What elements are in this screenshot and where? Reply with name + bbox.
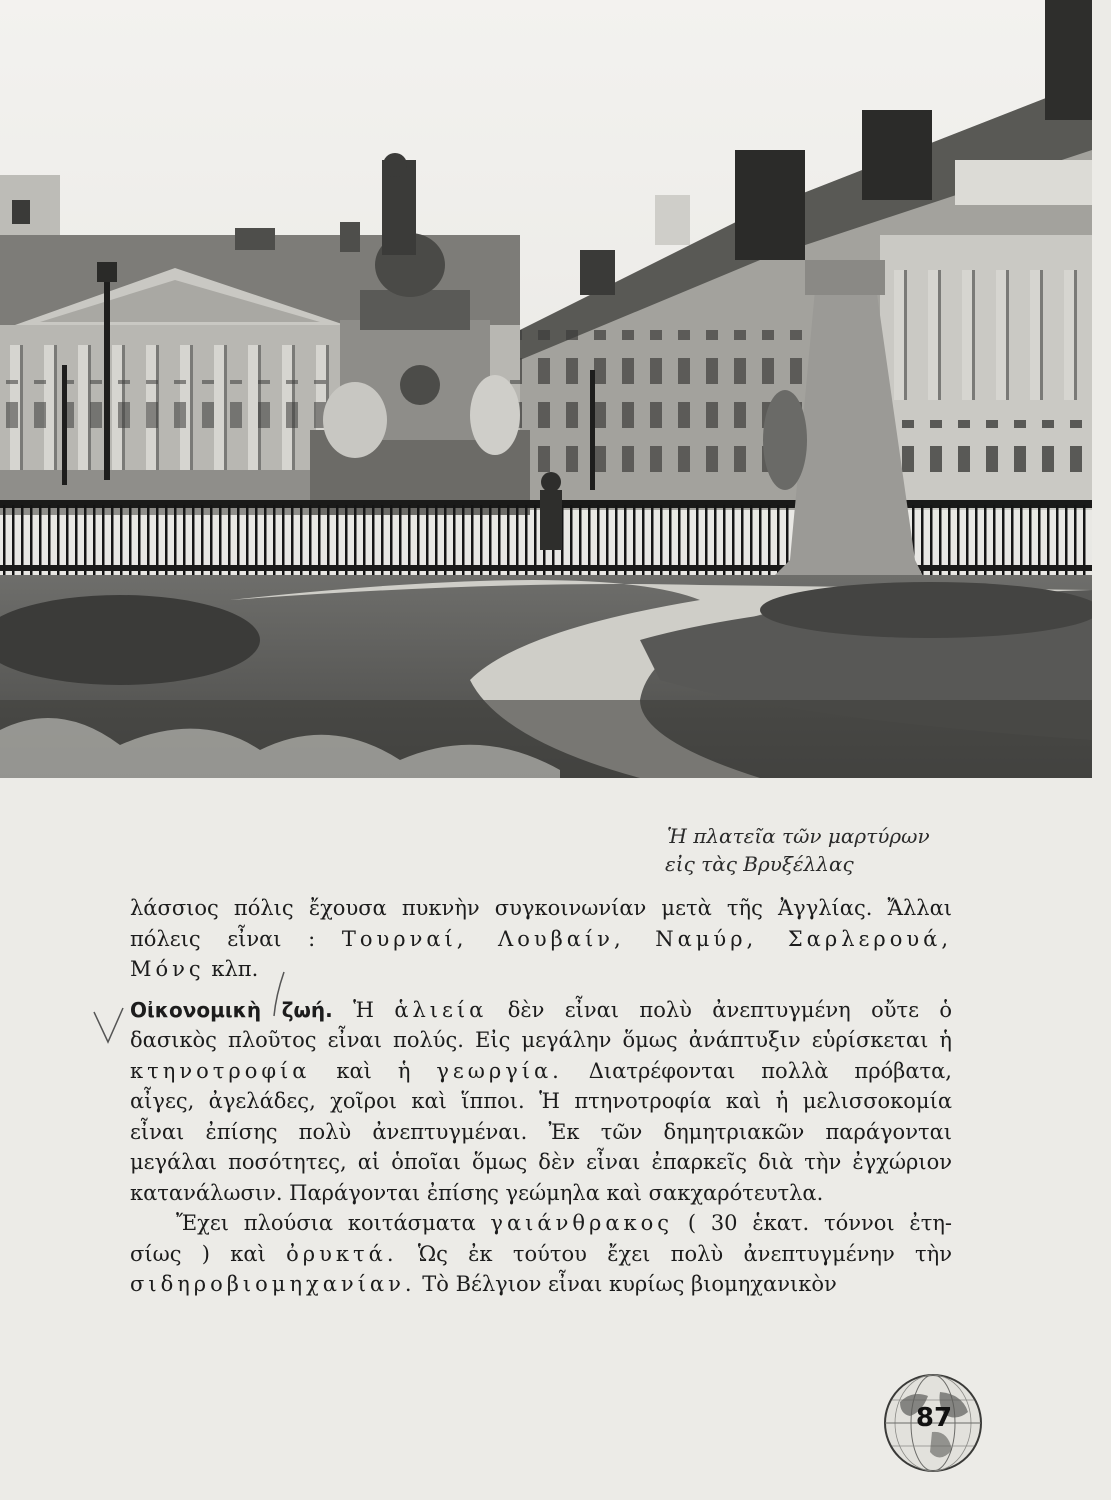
text-line bbox=[130, 893, 952, 924]
text-line bbox=[130, 1208, 952, 1239]
body-text bbox=[130, 893, 952, 1300]
text-segment: δασικὸς πλοῦτος εἶναι πολύς. Εἰς μεγάλην ὅμως ἀνάπτυξιν εὑρίσκεται ἡ bbox=[130, 1028, 952, 1052]
text-segment: Ὡς ἐκ τούτου ἔχει πολὺ ἀνεπτυγμένην τὴν bbox=[397, 1241, 952, 1266]
text-line bbox=[130, 1025, 952, 1056]
text-segment: ( 30 ἑκατ. τόννοι ἐτη- bbox=[673, 1211, 952, 1235]
text-segment: Μόνς bbox=[130, 957, 205, 981]
text-segment: πόλεις εἶναι : bbox=[130, 926, 342, 951]
text-line bbox=[130, 1269, 952, 1300]
text-line bbox=[130, 1086, 952, 1117]
caption-line-1: Ἡ πλατεῖα τῶν μαρτύρων bbox=[667, 824, 930, 848]
text-segment: μεγάλαι ποσότητες, αἱ ὁποῖαι ὅμως δὲν εἶναι ἐπαρκεῖς διὰ τὴν ἐγχώριον bbox=[130, 1150, 952, 1174]
checkmark-annotation-icon bbox=[92, 1006, 126, 1046]
text-segment: δὲν εἶναι πολὺ ἀνεπτυγμένη οὔτε ὁ bbox=[487, 997, 952, 1022]
text-segment: κατανάλωσιν. Παράγονται ἐπίσης γεώμηλα καὶ σακχαρότευτλα. bbox=[130, 1180, 824, 1205]
text-segment: Ἔχει πλούσια κοιτάσματα bbox=[176, 1211, 491, 1235]
caption-line-2: εἰς τὰς Βρυξέλλας bbox=[665, 852, 854, 876]
text-segment: Τὸ Βέλγιον εἶναι κυρίως βιομηχανικὸν bbox=[415, 1272, 837, 1296]
text-line bbox=[130, 924, 952, 955]
text-segment: Ἡ bbox=[332, 997, 395, 1022]
page-number: 87 bbox=[915, 1403, 953, 1433]
text-line bbox=[130, 1117, 952, 1148]
text-segment: λάσσιος πόλις ἔχουσα πυκνὴν συγκοινωνίαν μετὰ τῆς Ἀγγλίας. Ἄλλαι bbox=[130, 896, 952, 920]
text-line bbox=[130, 1239, 952, 1270]
text-line bbox=[130, 1147, 952, 1178]
text-segment: ἁλιεία bbox=[394, 997, 488, 1022]
text-line bbox=[130, 1178, 952, 1209]
text-segment: Τουρναί, Λουβαίν, Ναμύρ, Σαρλερουά, bbox=[341, 926, 952, 951]
text-segment: γεωργία. bbox=[436, 1058, 563, 1083]
text-segment: ὀρυκτά. bbox=[286, 1241, 398, 1266]
text-segment: κτηνοτροφία bbox=[130, 1058, 311, 1083]
section-heading: Οἰκονομικὴ ζωή. bbox=[130, 997, 333, 1022]
text-segment: καὶ ἡ bbox=[310, 1058, 437, 1083]
text-line bbox=[130, 954, 952, 985]
text-segment: σίως ) καὶ bbox=[130, 1241, 287, 1266]
text-line bbox=[130, 1056, 952, 1087]
text-segment: εἶναι ἐπίσης πολὺ ἀνεπτυγμέναι. Ἐκ τῶν δημητριακῶν παράγονται bbox=[130, 1119, 952, 1144]
photo-caption bbox=[665, 822, 985, 878]
text-segment: σιδηροβιομηχανίαν. bbox=[130, 1272, 416, 1296]
text-segment: αἶγες, ἀγελάδες, χοῖροι καὶ ἵπποι. Ἡ πτηνοτροφία καὶ ἡ μελισσοκομία bbox=[130, 1089, 952, 1113]
text-segment: γαιάνθρακος bbox=[490, 1211, 674, 1235]
text-segment: Διατρέφονται πολλὰ πρόβατα, bbox=[562, 1058, 952, 1083]
text-segment: κλπ. bbox=[204, 957, 259, 981]
text-line bbox=[130, 995, 952, 1026]
